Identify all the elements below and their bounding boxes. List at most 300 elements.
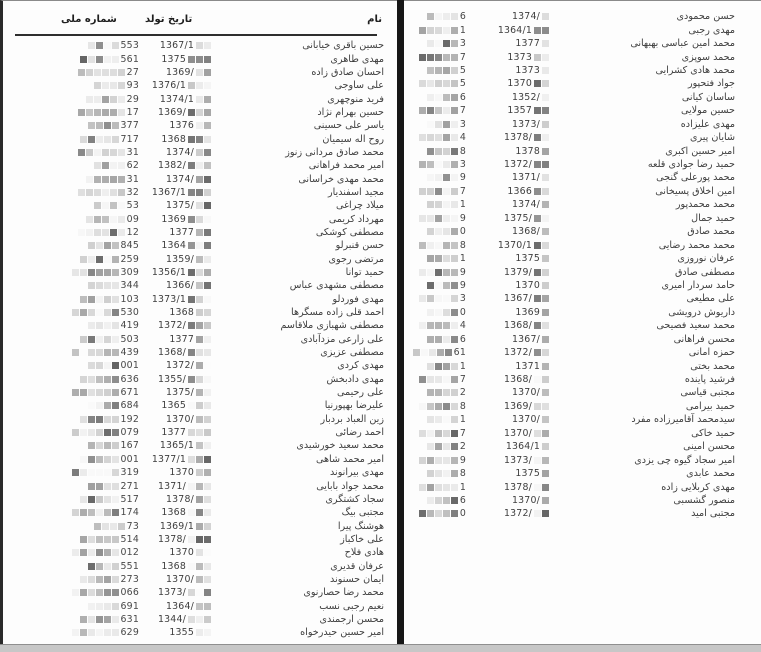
birth-date-cell — [499, 467, 551, 480]
birth-year: 1364/1 — [497, 24, 532, 36]
redaction-mosaic — [188, 136, 211, 143]
birth-date-cell — [499, 23, 551, 36]
redaction-mosaic — [196, 122, 211, 129]
national-id-suffix: 17 — [126, 106, 139, 118]
national-id-cell — [43, 319, 139, 332]
person-name: نعیم رجبی نسب — [319, 600, 384, 612]
redaction-mosaic — [542, 497, 549, 504]
national-id-cell — [410, 225, 466, 238]
redaction-mosaic — [188, 563, 211, 570]
national-id-suffix: 671 — [120, 387, 139, 399]
person-name: مهدی دادبخش — [326, 373, 384, 385]
table-row — [404, 453, 761, 466]
redaction-mosaic — [534, 27, 549, 34]
person-name: حسین باقری خیابانی — [302, 40, 384, 52]
birth-date-cell — [131, 212, 213, 225]
birth-year: 1364/1 — [505, 441, 540, 453]
national-id-cell — [43, 159, 139, 172]
birth-year: 1370/ — [511, 414, 540, 426]
birth-date-cell — [131, 439, 213, 452]
table-row — [404, 158, 761, 171]
national-id-suffix: 636 — [120, 373, 139, 385]
redaction-mosaic — [188, 429, 211, 436]
national-id-suffix: 32 — [126, 186, 139, 198]
national-id-suffix: 61 — [453, 347, 466, 359]
table-row — [3, 119, 400, 132]
redaction-mosaic — [427, 255, 458, 262]
birth-year: 1374/ — [165, 173, 194, 185]
person-name: فرید منوچهری — [327, 93, 384, 105]
birth-year: 1368 — [169, 307, 194, 319]
redaction-mosaic — [196, 362, 211, 369]
redaction-mosaic — [88, 402, 119, 409]
person-name: مهدی طاهری — [330, 53, 384, 65]
redaction-mosaic — [419, 430, 458, 437]
person-name: امیر محمد شاهی — [315, 453, 384, 465]
table-row — [3, 346, 400, 359]
birth-date-cell — [499, 144, 551, 157]
national-id-cell — [410, 453, 466, 466]
national-id-cell — [410, 359, 466, 372]
person-name: مهدی فوردلو — [332, 293, 384, 305]
person-name: محمد محمدپور — [675, 199, 735, 211]
redaction-mosaic — [196, 256, 211, 263]
table-row — [3, 306, 400, 319]
birth-year: 1377/1 — [151, 453, 186, 465]
table-row — [3, 333, 400, 346]
person-name: حمید جمال — [691, 212, 735, 224]
scan-bottom-edge — [0, 644, 761, 652]
national-id-cell — [43, 186, 139, 199]
redaction-mosaic — [188, 376, 211, 383]
redaction-mosaic — [72, 509, 119, 516]
table-row — [3, 573, 400, 586]
redaction-mosaic — [188, 509, 211, 516]
redaction-mosaic — [94, 162, 125, 169]
national-id-cell — [410, 64, 466, 77]
person-name: مهرداد کریمی — [328, 213, 384, 225]
national-id-suffix: 9 — [459, 212, 466, 224]
birth-date-cell — [499, 494, 551, 507]
birth-year: 1372/ — [157, 320, 186, 332]
birth-date-cell — [131, 172, 213, 185]
redaction-mosaic — [80, 296, 119, 303]
national-id-cell — [43, 212, 139, 225]
redaction-mosaic — [427, 443, 458, 450]
birth-date-cell — [499, 453, 551, 466]
table-row — [404, 413, 761, 426]
birth-year: 1374/ — [511, 199, 540, 211]
national-id-suffix: 3 — [459, 159, 466, 171]
redaction-mosaic — [427, 282, 458, 289]
national-id-cell — [410, 37, 466, 50]
table-row — [3, 279, 400, 292]
redaction-mosaic — [196, 229, 211, 236]
birth-date-cell — [131, 239, 213, 252]
table-row — [3, 159, 400, 172]
birth-year: 1378/ — [157, 533, 186, 545]
national-id-suffix: 9 — [459, 172, 466, 184]
birth-year: 1375 — [515, 468, 540, 480]
table-row — [3, 92, 400, 105]
person-name: مصطفی شهبازی ملاقاسم — [280, 320, 384, 332]
redaction-mosaic — [419, 376, 458, 383]
person-name: حسن محمودی — [676, 11, 735, 23]
birth-year: 1344/ — [157, 613, 186, 625]
birth-date-cell — [131, 453, 213, 466]
redaction-mosaic — [427, 336, 458, 343]
national-id-suffix: 8 — [459, 239, 466, 251]
table-row — [404, 292, 761, 305]
redaction-mosaic — [542, 389, 549, 396]
redaction-mosaic — [72, 549, 119, 556]
national-id-suffix: 7 — [459, 51, 466, 63]
birth-year: 1369/ — [157, 106, 186, 118]
birth-date-cell — [499, 333, 551, 346]
person-name: هوشنگ پیرا — [337, 520, 384, 532]
redaction-mosaic — [542, 94, 549, 101]
redaction-mosaic — [188, 216, 211, 223]
person-name: محمد امین عباسی بهبهانی — [630, 38, 735, 50]
national-id-suffix: 192 — [120, 413, 139, 425]
redaction-mosaic — [542, 470, 549, 477]
redaction-mosaic — [542, 416, 549, 423]
redaction-mosaic — [534, 484, 549, 491]
redaction-mosaic — [534, 161, 549, 168]
person-name: محمد پورعلی گنجی — [656, 172, 735, 184]
table-row — [404, 427, 761, 440]
national-id-suffix: 691 — [120, 600, 139, 612]
birth-year: 1373 — [515, 64, 540, 76]
redaction-mosaic — [196, 629, 211, 636]
national-id-suffix: 8 — [459, 468, 466, 480]
person-name: مهدی علیزاده — [680, 118, 735, 130]
redaction-mosaic — [88, 563, 119, 570]
national-id-cell — [410, 306, 466, 319]
table-row — [404, 373, 761, 386]
national-id-suffix: 344 — [120, 280, 139, 292]
person-name: امیر سجاد گیوه چی یزدی — [634, 454, 735, 466]
redaction-mosaic — [534, 242, 549, 249]
redaction-mosaic — [188, 536, 211, 543]
table-row — [404, 212, 761, 225]
birth-date-cell — [131, 506, 213, 519]
redaction-mosaic — [427, 201, 458, 208]
birth-year: 1370 — [515, 279, 540, 291]
birth-date-cell — [131, 319, 213, 332]
person-name: احسان صادق زاده — [311, 66, 384, 78]
birth-date-cell — [499, 440, 551, 453]
birth-date-cell — [499, 185, 551, 198]
table-row — [3, 293, 400, 306]
birth-date-cell — [499, 279, 551, 292]
birth-date-cell — [131, 279, 213, 292]
national-id-suffix: 1 — [459, 481, 466, 493]
birth-year: 1378 — [515, 145, 540, 157]
national-id-cell — [410, 507, 466, 520]
national-id-suffix: 553 — [120, 40, 139, 52]
birth-year: 1355/ — [157, 373, 186, 385]
table-row — [3, 172, 400, 185]
table-row — [404, 480, 761, 493]
national-id-cell — [43, 413, 139, 426]
birth-year: 1371/ — [157, 480, 186, 492]
redaction-mosaic — [80, 576, 119, 583]
table-row — [3, 493, 400, 506]
redaction-mosaic — [188, 589, 211, 596]
redaction-mosaic — [88, 122, 119, 129]
birth-date-cell — [499, 480, 551, 493]
redaction-mosaic — [427, 416, 458, 423]
birth-date-cell — [499, 212, 551, 225]
redaction-mosaic — [72, 589, 119, 596]
redaction-mosaic — [188, 109, 211, 116]
birth-year: 1373/ — [503, 454, 532, 466]
national-id-suffix: 62 — [126, 160, 139, 172]
table-row — [3, 453, 400, 466]
national-id-suffix: 6 — [459, 333, 466, 345]
birth-date-cell — [499, 292, 551, 305]
national-id-suffix: 4 — [459, 320, 466, 332]
birth-year: 1375 — [161, 53, 186, 65]
table-row — [404, 467, 761, 480]
redaction-mosaic — [542, 309, 549, 316]
national-id-suffix: 27 — [126, 66, 139, 78]
birth-year: 1377 — [169, 333, 194, 345]
national-id-suffix: 6 — [459, 494, 466, 506]
national-id-cell — [43, 226, 139, 239]
national-id-suffix: 561 — [120, 53, 139, 65]
national-id-suffix: 5 — [459, 78, 466, 90]
header-birth-date: تاریخ تولد — [145, 14, 193, 25]
redaction-mosaic — [72, 429, 119, 436]
birth-date-cell — [131, 559, 213, 572]
national-id-suffix: 93 — [126, 80, 139, 92]
redaction-mosaic — [188, 402, 211, 409]
birth-year: 1374/ — [511, 11, 540, 23]
national-id-suffix: 1 — [459, 24, 466, 36]
national-id-suffix: 4 — [459, 132, 466, 144]
person-name: احمد رضائی — [335, 427, 384, 439]
table-row — [404, 279, 761, 292]
redaction-mosaic — [196, 549, 211, 556]
national-id-cell — [410, 252, 466, 265]
header-rule — [15, 34, 377, 36]
table-row — [3, 479, 400, 492]
birth-date-cell — [131, 626, 213, 639]
national-id-cell — [410, 131, 466, 144]
national-id-suffix: 377 — [120, 120, 139, 132]
national-id-cell — [43, 599, 139, 612]
redaction-mosaic — [534, 215, 549, 222]
national-id-suffix: 3 — [459, 38, 466, 50]
birth-date-cell — [131, 586, 213, 599]
national-id-cell — [410, 346, 466, 359]
redaction-mosaic — [427, 228, 458, 235]
national-id-cell — [43, 52, 139, 65]
national-id-cell — [410, 104, 466, 117]
birth-year: 1372/ — [165, 360, 194, 372]
birth-date-cell — [499, 118, 551, 131]
person-name: امیر حسین حیدرخواه — [300, 627, 384, 639]
table-row — [404, 252, 761, 265]
redaction-mosaic — [419, 134, 458, 141]
person-name: مصطفی صادق — [674, 266, 735, 278]
redaction-mosaic — [72, 389, 119, 396]
national-id-suffix: 8 — [459, 145, 466, 157]
national-id-cell — [410, 467, 466, 480]
rows-page-1 — [3, 39, 400, 639]
person-name: جواد فتحپور — [687, 78, 735, 90]
national-id-suffix: 514 — [120, 533, 139, 545]
birth-year: 1375 — [515, 253, 540, 265]
national-id-cell — [410, 292, 466, 305]
redaction-mosaic — [72, 629, 119, 636]
national-id-cell — [43, 346, 139, 359]
redaction-mosaic — [542, 13, 549, 20]
birth-date-cell — [131, 599, 213, 612]
redaction-mosaic — [419, 457, 458, 464]
birth-year: 1382/ — [157, 160, 186, 172]
person-name: محمد محمد رضایی — [658, 239, 735, 251]
birth-date-cell — [499, 319, 551, 332]
birth-date-cell — [131, 79, 213, 92]
national-id-suffix: 066 — [120, 587, 139, 599]
birth-date-cell — [131, 92, 213, 105]
redaction-mosaic — [196, 496, 211, 503]
redaction-mosaic — [419, 161, 458, 168]
redaction-mosaic — [196, 603, 211, 610]
table-row — [404, 198, 761, 211]
birth-year: 1367/ — [511, 333, 540, 345]
person-name: محمد عابدی — [686, 468, 735, 480]
table-row — [3, 373, 400, 386]
table-row — [3, 132, 400, 145]
national-id-suffix: 73 — [126, 520, 139, 532]
national-id-cell — [410, 198, 466, 211]
national-id-suffix: 174 — [120, 507, 139, 519]
table-row — [404, 507, 761, 520]
birth-date-cell — [131, 159, 213, 172]
redaction-mosaic — [196, 96, 211, 103]
table-row — [3, 466, 400, 479]
redaction-mosaic — [94, 202, 125, 209]
birth-date-cell — [131, 39, 213, 52]
redaction-mosaic — [534, 457, 549, 464]
birth-date-cell — [131, 306, 213, 319]
table-row — [404, 118, 761, 131]
redaction-mosaic — [427, 389, 458, 396]
national-id-suffix: 503 — [120, 333, 139, 345]
redaction-mosaic — [534, 430, 549, 437]
birth-year: 1377 — [161, 427, 186, 439]
redaction-mosaic — [427, 121, 458, 128]
redaction-mosaic — [88, 362, 119, 369]
person-name: داریوش درویشی — [668, 306, 735, 318]
birth-year: 1370/ — [165, 573, 194, 585]
national-id-suffix: 717 — [120, 133, 139, 145]
redaction-mosaic — [542, 255, 549, 262]
person-name: محسن امینی — [683, 441, 735, 453]
national-id-suffix: 103 — [120, 293, 139, 305]
person-name: مهدی رجبی — [688, 24, 735, 36]
redaction-mosaic — [419, 242, 458, 249]
birth-year: 1371 — [515, 360, 540, 372]
person-name: مهدی کربلایی زاده — [661, 481, 735, 493]
birth-year: 1368 — [161, 133, 186, 145]
national-id-suffix: 7 — [459, 374, 466, 386]
person-name: محسن ارجمندی — [319, 613, 384, 625]
national-id-cell — [410, 238, 466, 251]
person-name: محمد مهدی خراسانی — [298, 173, 384, 185]
page-divider — [397, 0, 404, 645]
birth-year: 1366 — [507, 185, 532, 197]
national-id-cell — [410, 144, 466, 157]
person-name: حسین بهرام نژاد — [317, 106, 384, 118]
national-id-suffix: 845 — [120, 240, 139, 252]
redaction-mosaic — [80, 416, 119, 423]
national-id-cell — [43, 533, 139, 546]
birth-year: 1359/ — [165, 253, 194, 265]
redaction-mosaic — [427, 309, 458, 316]
birth-year: 1378/ — [503, 132, 532, 144]
redaction-mosaic — [78, 109, 125, 116]
birth-date-cell — [131, 66, 213, 79]
national-id-cell — [410, 373, 466, 386]
national-id-cell — [43, 132, 139, 145]
birth-date-cell — [131, 546, 213, 559]
table-header — [3, 14, 400, 30]
birth-date-cell — [131, 119, 213, 132]
redaction-mosaic — [542, 121, 549, 128]
table-row — [3, 212, 400, 225]
birth-date-cell — [499, 346, 551, 359]
national-id-cell — [410, 319, 466, 332]
national-id-cell — [410, 386, 466, 399]
birth-date-cell — [499, 265, 551, 278]
redaction-mosaic — [196, 523, 211, 530]
person-name: مجتبی امید — [691, 508, 735, 520]
table-row — [3, 413, 400, 426]
person-name: امیر حسین اکبری — [665, 145, 735, 157]
national-id-cell — [43, 373, 139, 386]
table-row — [3, 626, 400, 639]
redaction-mosaic — [196, 416, 211, 423]
national-id-cell — [43, 386, 139, 399]
national-id-suffix: 530 — [120, 307, 139, 319]
national-id-suffix: 439 — [120, 347, 139, 359]
person-name: حمید توانا — [345, 267, 384, 279]
redaction-mosaic — [413, 349, 452, 356]
redaction-mosaic — [419, 107, 458, 114]
birth-year: 1373/ — [511, 118, 540, 130]
redaction-mosaic — [196, 576, 211, 583]
national-id-cell — [410, 212, 466, 225]
redaction-mosaic — [80, 136, 119, 143]
national-id-cell — [43, 293, 139, 306]
birth-date-cell — [499, 359, 551, 372]
birth-year: 1368/ — [511, 226, 540, 238]
national-id-suffix: 2 — [459, 387, 466, 399]
birth-year: 1368/ — [503, 320, 532, 332]
birth-year: 1370/ — [511, 387, 540, 399]
redaction-mosaic — [542, 40, 549, 47]
birth-year: 1365/1 — [159, 440, 194, 452]
table-row — [404, 185, 761, 198]
national-id-suffix: 001 — [120, 360, 139, 372]
table-row — [404, 400, 761, 413]
national-id-cell — [43, 466, 139, 479]
